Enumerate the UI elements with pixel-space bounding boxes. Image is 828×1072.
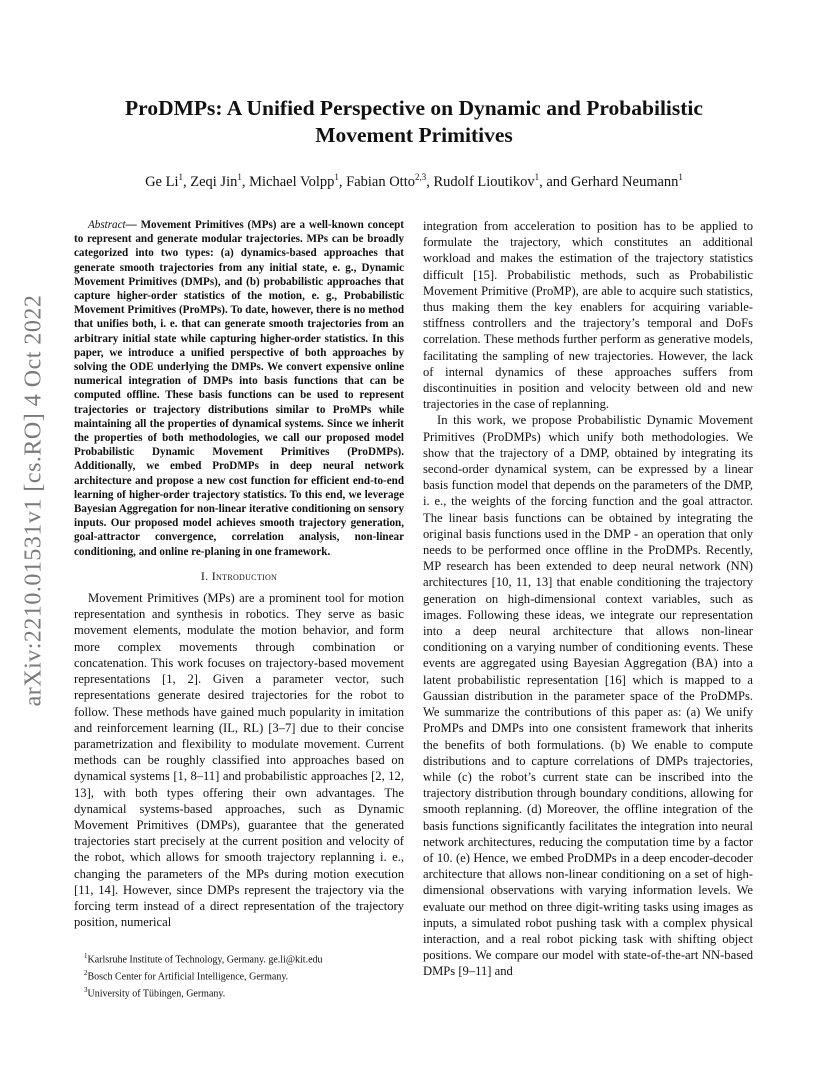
footnote-mark: 1: [84, 952, 88, 960]
footnote-mark: 3: [84, 985, 88, 994]
author: [190, 174, 242, 190]
author-affiliation-mark: 1: [334, 172, 339, 182]
author-name: Michael Volpp: [249, 173, 335, 190]
author-affiliation-mark: 1: [678, 172, 683, 182]
intro-paragraph-1-continued: integration from acceleration to position has to be applied to formulate the trajectory, which constitutes an additional workload and makes the estimation of the trajectory statistics difficult [15]. Probabilistic methods, such as Probabilistic Movement Primitive (ProMP), are able to acquire such statistics, thus making them the key enablers for acquiring variable-stiffness controllers and the trajectory’s temporal and DoFs correlation. These methods further perform as generative models, facilitating the sampling of new trajectories. However, the lack of internal dynamics of these approaches suffers from discontinuities in position and velocity between old and new trajectories in the case of replanning.: [423, 219, 753, 412]
footnotes: [74, 950, 404, 1001]
author-separator: , and: [539, 173, 571, 190]
author-name: Ge Li: [145, 173, 179, 190]
author: [571, 174, 683, 190]
abstract-text: Movement Primitives (MPs) are a well-known concept to represent and generate modular trajectories. MPs can be broadly categorized into two types: (a) dynamics-based approaches that generate smooth trajectories from any initial state, e. g., Dynamic Movement Primitives (DMPs), and (b) probabilistic approaches that capture higher-order statistics of the motion, e. g., Probabilistic Movement Primitives (ProMPs). To date, however, there is no method that unifies both, i. e. that can generate smooth trajectories from an arbitrary initial state while capturing higher-order statistics. In this paper, we introduce a unified perspective of both approaches by solving the ODE underlying the DMPs. We convert expensive online numerical integration of DMPs into basis functions that can be computed offline. These basis functions can be used to represent trajectories or trajectory distributions similar to ProMPs while maintaining all the properties of dynamical systems. Since we inherit the properties of both methodologies, we call our proposed model Probabilistic Dynamic Movement Primitives (ProDMPs). Additionally, we embed ProDMPs in deep neural network architecture and propose a new cost function for efficient end-to-end learning of higher-order trajectory statistics. To this end, we leverage Bayesian Aggregation for non-linear iterative conditioning on sensory inputs. Our proposed model achieves smooth trajectory generation, goal-attractor convergence, correlation analysis, non-linear conditioning, and online re-planing in one framework.: [74, 219, 404, 558]
footnote: [84, 984, 404, 1001]
author-affiliation-mark: 1: [178, 172, 183, 182]
author-name: Zeqi Jin: [190, 173, 238, 190]
title-line-2: Movement Primitives: [315, 123, 513, 147]
footnote: [84, 967, 404, 984]
left-column: [74, 218, 404, 930]
author-name: Gerhard Neumann: [570, 173, 679, 190]
title-line-1: ProDMPs: A Unified Perspective on Dynamic and Probabilistic: [125, 96, 703, 120]
arxiv-side-stamp: [8, 290, 60, 710]
author-affiliation-mark: 2,3: [415, 172, 427, 182]
footnote: [84, 950, 404, 967]
abstract-label: Abstract: [88, 219, 126, 231]
footnote-text: University of Tübingen, Germany.: [87, 988, 226, 1000]
author-separator: ,: [338, 173, 347, 190]
author: [145, 174, 183, 190]
author: [249, 174, 339, 190]
abstract-dash: —: [125, 219, 141, 231]
abstract: [74, 218, 404, 559]
intro-paragraph-2: In this work, we propose Probabilistic Dynamic Movement Primitives (ProDMPs) which unify both methodologies. We show that the trajectory of a DMP, obtained by integrating its second-order dynamical system, can be expressed by a linear basis function model that depends on the parameters of the DMP, i. e., the weights of the forcing function and the goal attractor. The linear basis functions can be obtained by integrating the original basis functions used in the DMP - an operation that only needs to be performed once offline in the ProDMPs. Recently, MP research has been extended to deep neural network (NN) architectures [10, 11, 13] that enable conditioning the trajectory generation on high-dimensional context variables, such as images. Following these ideas, we integrate our representation into a deep neural architecture that allows non-linear conditioning on a varying number of conditioning events. These events are aggregated using Bayesian Aggregation (BA) into a latent probabilistic representation [16] which is mapped to a Gaussian distribution in the parameter space of the ProDMPs. We summarize the contributions of this paper as: (a) We unify ProMPs and DMPs into one consistent framework that inherits the benefits of both formulations. (b) We enable to compute distributions and to capture correlations of DMPs trajectories, while (c) the robot’s current state can be inscribed into the trajectory distribution through boundary conditions, allowing for smooth replanning. (d) Moreover, the offline integration of the basis functions significantly facilitates the integration into neural network architectures, reducing the computation time by a factor of 10. (e) Hence, we embed ProDMPs in a deep encoder-decoder architecture that allows non-linear conditioning on a set of high-dimensional observations with varying information levels. We evaluate our method on three digit-writing tasks using images as inputs, a simulated robot pushing task with a complex physical interaction, and a real robot picking task with shifting object positions. We compare our model with state-of-the-art NN-based DMPs [9–11] and: [423, 413, 753, 979]
author-separator: ,: [241, 173, 250, 190]
footnote-mark: 2: [84, 968, 88, 977]
author-separator: ,: [182, 173, 191, 190]
author-separator: ,: [426, 173, 434, 190]
footnote-text: Bosch Center for Artificial Intelligence, Germany.: [87, 971, 289, 983]
arxiv-identifier[interactable]: arXiv:2210.01531v1 [cs.RO] 4 Oct 2022: [20, 294, 47, 706]
footnote-text: Karlsruhe Institute of Technology, Germany. ge.li@kit.edu: [87, 954, 323, 966]
author-list: [60, 172, 768, 191]
author-affiliation-mark: 1: [534, 172, 540, 182]
intro-paragraph-1: Movement Primitives (MPs) are a prominent tool for motion representation and synthesis in robotics. They serve as basic movement elements, modulate the motion behavior, and form more complex movements through combination or concatenation. This work focuses on trajectory-based movement representations [1, 2]. Given a parameter vector, such representations generate desired trajectories for the robot to follow. These methods have gained much popularity in imitation and reinforcement learning (IL, RL) [3–7] due to their concise parametrization and flexibility to modulate movement. Current methods can be roughly classified into approaches based on dynamical systems [1, 8–11] and probabilistic approaches [2, 12, 13], with both types offering their own advantages. The dynamical systems-based approaches, such as Dynamic Movement Primitives (DMPs), guarantee that the generated trajectories start precisely at the current position and velocity of the robot, which allows for smooth trajectory replanning i. e., changing the parameters of the MPs during motion execution [11, 14]. However, since DMPs represent the trajectory via the forcing term instead of a direct representation of the trajectory position, numerical: [74, 591, 404, 930]
author: [434, 174, 540, 190]
author-affiliation-mark: 1: [237, 172, 242, 182]
author: [346, 174, 426, 190]
author-name: Fabian Otto: [346, 173, 415, 190]
section-heading-introduction: I. Introduction: [200, 568, 278, 583]
right-column: [423, 218, 753, 980]
paper-title: [60, 95, 768, 149]
author-name: Rudolf Lioutikov: [433, 173, 535, 190]
